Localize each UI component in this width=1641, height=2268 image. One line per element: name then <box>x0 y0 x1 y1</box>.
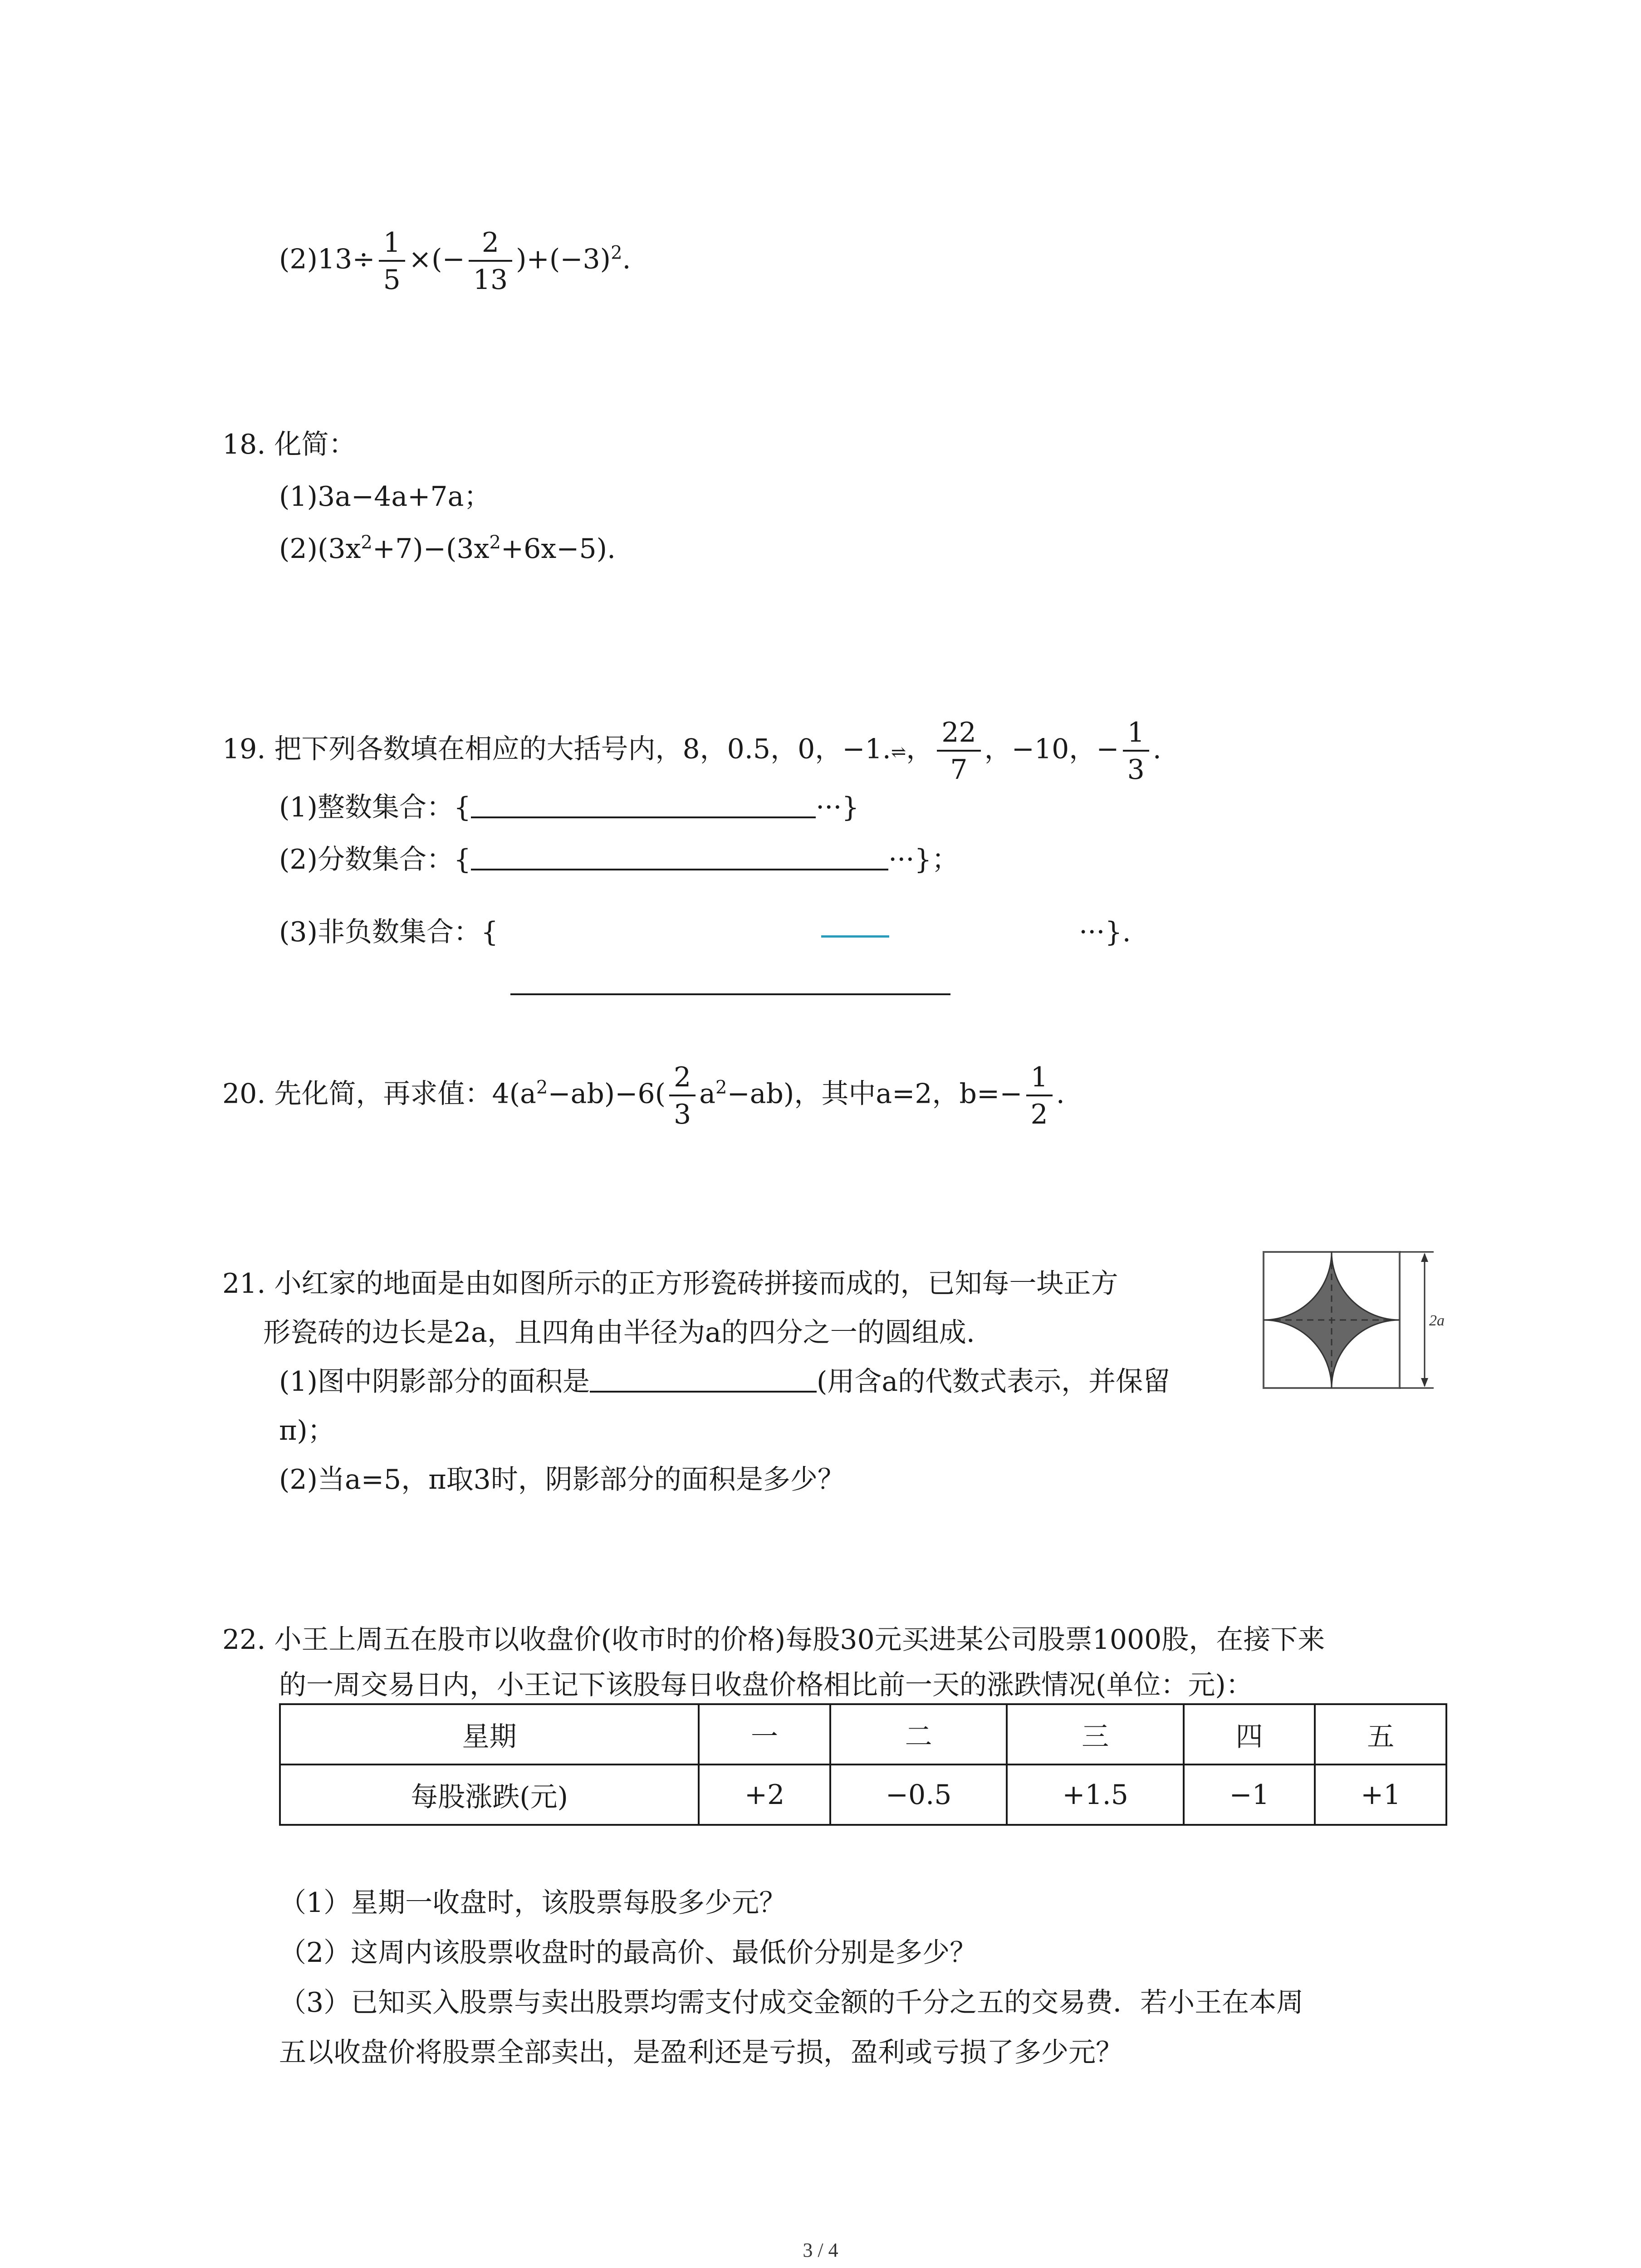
arrow-down-icon <box>1421 1378 1428 1387</box>
arrow-up-icon <box>1421 1253 1428 1262</box>
q22-line2: 的一周交易日内，小王记下该股每日收盘价格相比前一天的涨跌情况(单位：元)： <box>279 1669 1253 1701</box>
q22-sub4: 五以收盘价将股票全部卖出，是盈利还是亏损，盈利或亏损了多少元？ <box>279 2037 1123 2068</box>
q22-sub2: （2）这周内该股票收盘时的最高价、最低价分别是多少？ <box>279 1937 977 1969</box>
repeating-decimal-mark: ⇌ <box>891 742 906 763</box>
page-number: 3 / 4 <box>803 2239 838 2261</box>
table-row-label: 每股涨跌(元) <box>280 1765 699 1825</box>
fraction: $\frac{1}{5}$ <box>379 229 405 293</box>
q21-line4: π)； <box>279 1415 335 1447</box>
fraction: $\frac{22}{7}$ <box>937 719 980 783</box>
dimension-label: 2a <box>1429 1312 1445 1329</box>
q21-line2: 形瓷砖的边长是2a，且四角由半径为a的四分之一的圆组成. <box>263 1317 975 1349</box>
table-header-cell: 二 <box>830 1704 1007 1765</box>
fraction: $\frac{2}{13}$ <box>469 229 512 293</box>
answer-blank[interactable] <box>510 993 950 995</box>
fraction: $\frac{2}{3}$ <box>669 1064 696 1128</box>
q19-part2: (2)分数集合：{ ···}； <box>279 841 959 878</box>
price-change-table <box>279 1703 1447 1826</box>
answer-blank-accent <box>821 935 889 938</box>
table-header-cell: 五 <box>1315 1704 1446 1765</box>
table-row <box>280 1765 1446 1825</box>
q19-part1: (1)整数集合：{ ···} <box>279 789 859 826</box>
q17-part2: (2)13÷ $\frac{1}{5}$ ×(− $\frac{2}{13}$ )$+(-3)^2$. <box>279 227 631 296</box>
table-header-cell: 一 <box>699 1704 830 1765</box>
q22-line1: 22. 小王上周五在股市以收盘价(收市时的价格)每股30元买进某公司股票1000股，在接下来 <box>222 1624 1325 1656</box>
table-header-cell: 四 <box>1184 1704 1315 1765</box>
table-header-cell: 星期 <box>280 1704 699 1765</box>
fraction: $\frac{1}{2}$ <box>1026 1064 1053 1128</box>
table-header-cell: 三 <box>1007 1704 1183 1765</box>
table-cell: −0.5 <box>830 1765 1007 1825</box>
q22-sub3: （3）已知买入股票与卖出股票均需支付成交金额的千分之五的交易费．若小王在本周 <box>279 1987 1304 2019</box>
answer-blank[interactable] <box>471 841 888 870</box>
q19-heading: 19. 把下列各数填在相应的大括号内，8，0.5，0，−1.⇌， $\frac{22}{7}$ ，−10，− $\frac{1}{3}$ . <box>222 717 1161 786</box>
table-cell: +1.5 <box>1007 1765 1183 1825</box>
answer-blank[interactable] <box>471 789 816 818</box>
fraction: $\frac{1}{3}$ <box>1123 719 1149 783</box>
table-cell: −1 <box>1184 1765 1315 1825</box>
q18-part1: (1)3a−4a+7a； <box>279 481 491 513</box>
q20-heading: 20. 先化简，再求值：$4(a^2-ab)-6$( $\frac{2}{3}$ $a^2-ab$)，其中a=2，b=− $\frac{1}{2}$ . <box>222 1061 1065 1130</box>
q18-part2: $(2)(3x^2+7)-(3x^2+6x-5)$. <box>279 532 616 565</box>
q19-part3: (3)非负数集合：{ ···}. <box>279 916 1131 948</box>
table-cell: +2 <box>699 1765 830 1825</box>
q21-line1: 21. 小红家的地面是由如图所示的正方形瓷砖拼接而成的，已知每一块正方 <box>222 1268 1118 1300</box>
q18-heading: 18. 化简： <box>222 429 356 460</box>
table-header-row <box>280 1704 1446 1765</box>
table-cell: +1 <box>1315 1765 1446 1825</box>
answer-blank[interactable] <box>590 1364 817 1393</box>
tile-figure <box>1261 1247 1452 1402</box>
q21-line5: (2)当a=5，π取3时，阴影部分的面积是多少？ <box>279 1464 845 1496</box>
q22-sub1: （1）星期一收盘时，该股票每股多少元？ <box>279 1887 787 1919</box>
q21-line3: (1)图中阴影部分的面积是 (用含a的代数式表示，并保留 <box>279 1364 1170 1400</box>
